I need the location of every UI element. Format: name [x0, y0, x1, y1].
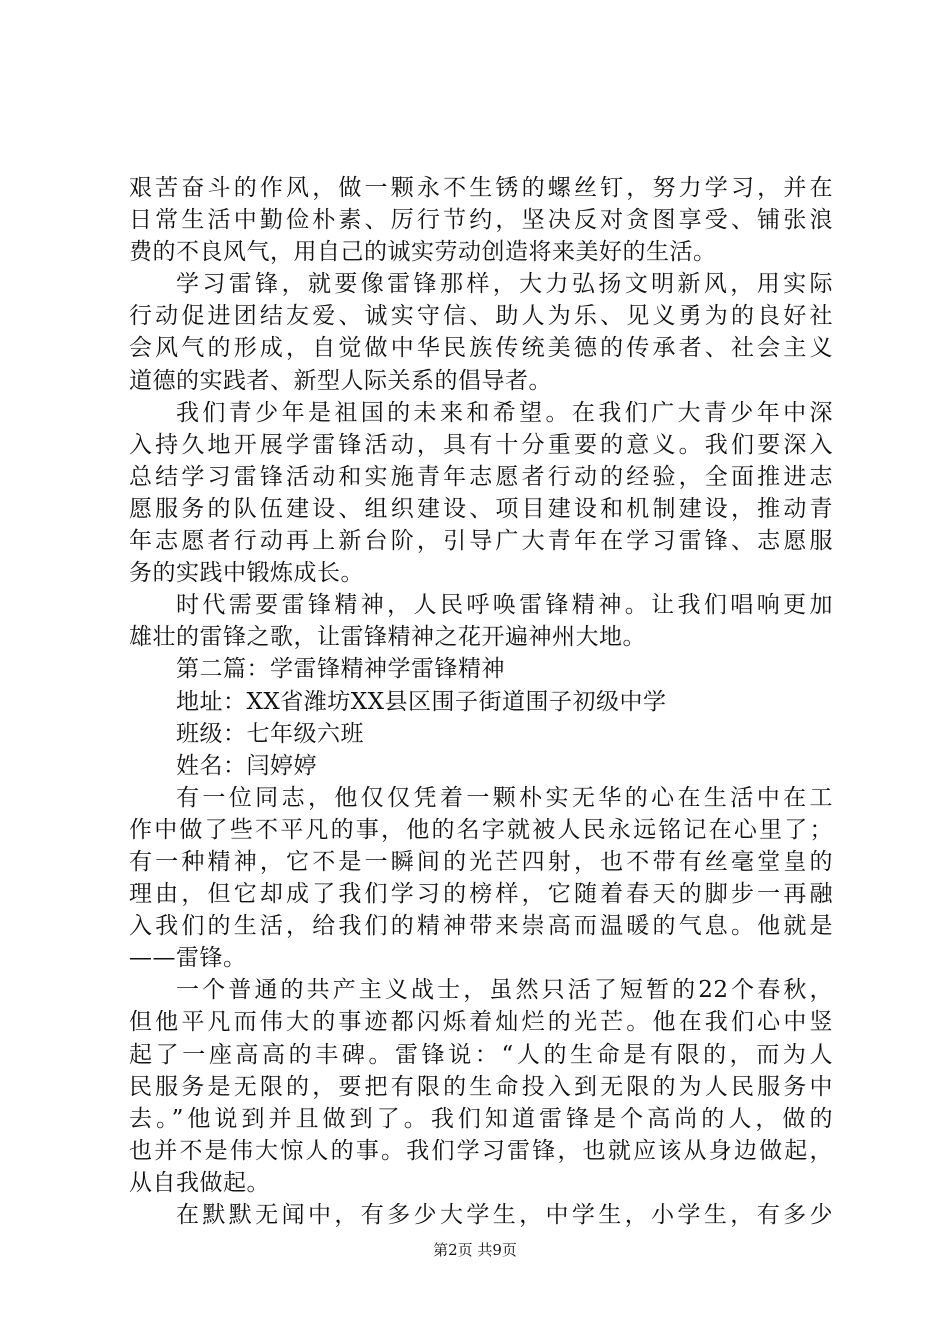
text-line: 学习雷锋，就要像雷锋那样，大力弘扬文明新风，用实际	[176, 271, 833, 298]
text-line: 日常生活中勤俭朴素、厉行节约，坚决反对贪图享受、铺张浪	[129, 207, 833, 234]
section-heading: 第二篇：学雷锋精神学雷锋精神	[176, 656, 505, 683]
text-line: 入我们的生活，给我们的精神带来崇高而温暖的气息。他就是	[129, 913, 833, 940]
text-line: 行动促进团结友爱、诚实守信、助人为乐、见义勇为的良好社	[129, 303, 833, 330]
page-total: 共9页	[477, 1241, 517, 1259]
text-line: 理由，但它却成了我们学习的榜样，它随着春天的脚步一再融	[129, 881, 833, 908]
text-line: 会风气的形成，自觉做中华民族传统美德的传承者、社会主义	[129, 335, 833, 362]
page-footer	[0, 1240, 950, 1260]
text-line: 在默默无闻中，有多少大学生，中学生，小学生，有多少	[176, 1202, 833, 1228]
text-line: 但他平凡而伟大的事迹都闪烁着灿烂的光芒。他在我们心中竖	[129, 1009, 833, 1036]
text-line: 时代需要雷锋精神，人民呼唤雷锋精神。让我们唱响更加	[176, 592, 833, 619]
text-line: 去。”他说到并且做到了。我们知道雷锋是个高尚的人，做的	[129, 1105, 833, 1132]
page-number: 第2页	[433, 1241, 473, 1259]
text-line: 总结学习雷锋活动和实施青年志愿者行动的经验，全面推进志	[129, 463, 833, 490]
text-line: 起了一座高高的丰碑。雷锋说：“人的生命是有限的，而为人	[129, 1041, 833, 1068]
text-line: 作中做了些不平凡的事，他的名字就被人民永远铭记在心里了；	[129, 816, 833, 843]
author-name-line: 姓名：闫婷婷	[176, 752, 317, 779]
text-line: ——雷锋。	[129, 945, 247, 972]
address-line: 地址：XX省潍坊XX县区围子街道围子初级中学	[176, 688, 667, 715]
text-line: 有一位同志，他仅仅凭着一颗朴实无华的心在生活中在工	[176, 784, 833, 811]
class-line: 班级：七年级六班	[176, 720, 364, 747]
text-line: 愿服务的队伍建设、组织建设、项目建设和机制建设，推动青	[129, 495, 833, 522]
text-line: 年志愿者行动再上新台阶，引导广大青年在学习雷锋、志愿服	[129, 528, 833, 555]
text-line: 从自我做起。	[129, 1169, 270, 1196]
text-line: 务的实践中锻炼成长。	[129, 560, 364, 587]
document-body	[129, 172, 833, 1231]
text-line: 费的不良风气，用自己的诚实劳动创造将来美好的生活。	[129, 239, 717, 266]
text-line: 有一种精神，它不是一瞬间的光芒四射，也不带有丝毫堂皇的	[129, 848, 833, 875]
text-line: 民服务是无限的，要把有限的生命投入到无限的为人民服务中	[129, 1073, 833, 1100]
text-line: 入持久地开展学雷锋活动，具有十分重要的意义。我们要深入	[129, 431, 833, 458]
text-line: 雄壮的雷锋之歌，让雷锋精神之花开遍神州大地。	[129, 624, 646, 651]
text-line: 艰苦奋斗的作风，做一颗永不生锈的螺丝钉，努力学习，并在	[129, 175, 833, 201]
text-line: 也并不是伟大惊人的事。我们学习雷锋，也就应该从身边做起，	[129, 1137, 833, 1164]
text-line: 一个普通的共产主义战士，虽然只活了短暂的22个春秋，	[176, 977, 833, 1004]
text-line: 我们青少年是祖国的未来和希望。在我们广大青少年中深	[176, 399, 833, 426]
text-line: 道德的实践者、新型人际关系的倡导者。	[129, 367, 552, 394]
